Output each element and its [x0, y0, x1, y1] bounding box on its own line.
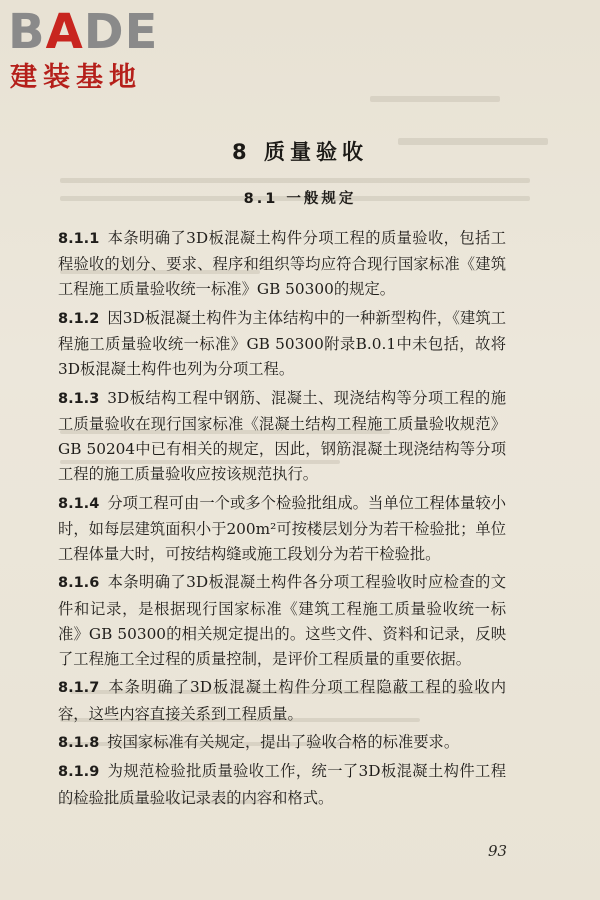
clause-list: [58, 226, 506, 814]
clause-number: 8.1.7: [58, 680, 100, 697]
logo-wordmark: [8, 4, 158, 60]
logo-letter-b: B: [8, 4, 46, 60]
clause-8-1-6: [58, 570, 506, 672]
clause-text: 为规范检验批质量验收工作，统一了3D板混凝土构件工程的检验批质量验收记录表的内容和格式。: [58, 762, 506, 807]
clause-8-1-7: [58, 675, 506, 726]
clause-text: 3D板结构工程中钢筋、混凝土、现浇结构等分项工程的施工质量验收在现行国家标准《混凝土结构工程施工质量验收规范》GB 50204中已有相关的规定，因此，钢筋混凝土现浇结构等分项工程的施工质量验收应按该规范执行。: [58, 388, 506, 484]
clause-number: 8.1.4: [58, 495, 100, 512]
clause-number: 8.1.1: [58, 231, 100, 247]
clause-number: 8.1.6: [58, 575, 100, 592]
clause-8-1-3: [58, 386, 506, 488]
clause-8-1-8: [58, 730, 506, 756]
logo-subtitle: 建装基地: [10, 62, 142, 93]
clause-8-1-1: [58, 226, 506, 303]
clause-8-1-2: [58, 306, 506, 383]
clause-number: 8.1.9: [58, 764, 100, 781]
clause-text: 本条明确了3D板混凝土构件各分项工程验收时应检查的文件和记录，是根据现行国家标准《建筑工程施工质量验收统一标准》GB 50300的相关规定提出的。这些文件、资料和记录，反映了工程施工全过程的质量控制，是评价工程质量的重要依据。: [58, 573, 506, 668]
clause-text: 本条明确了3D板混凝土构件分项工程的质量验收，包括工程验收的划分、要求、程序和组织等均应符合现行国家标准《建筑工程施工质量验收统一标准》GB 50300的规定。: [58, 229, 506, 299]
clause-8-1-9: [58, 759, 506, 810]
logo-letters-de: DE: [83, 4, 159, 60]
bade-logo: [6, 4, 176, 96]
clause-text: 因3D板混凝土构件为主体结构中的一种新型构件，《建筑工程施工质量验收统一标准》GB 50300附录B.0.1中未包括，故将3D板混凝土构件也列为分项工程。: [58, 308, 506, 379]
clause-text: 本条明确了3D板混凝土构件分项工程隐蔽工程的验收内容，这些内容直接关系到工程质量。: [58, 678, 506, 723]
clause-number: 8.1.8: [58, 734, 100, 751]
clause-number: 8.1.2: [58, 310, 100, 327]
clause-text: 按国家标准有关规定，提出了验收合格的标准要求。: [107, 732, 460, 751]
clause-8-1-4: [58, 491, 506, 568]
logo-letter-a: A: [45, 4, 84, 60]
chapter-title: 8 质量验收: [232, 140, 368, 164]
clause-number: 8.1.3: [58, 390, 100, 407]
section-title: 8.1 一般规定: [243, 191, 357, 207]
clause-text: 分项工程可由一个或多个检验批组成。当单位工程体量较小时，如每层建筑面积小于200m²可按楼层划分为若干检验批；单位工程体量大时，可按结构缝或施工段划分为若干检验批。: [58, 493, 506, 563]
page-number: 93: [488, 842, 508, 860]
